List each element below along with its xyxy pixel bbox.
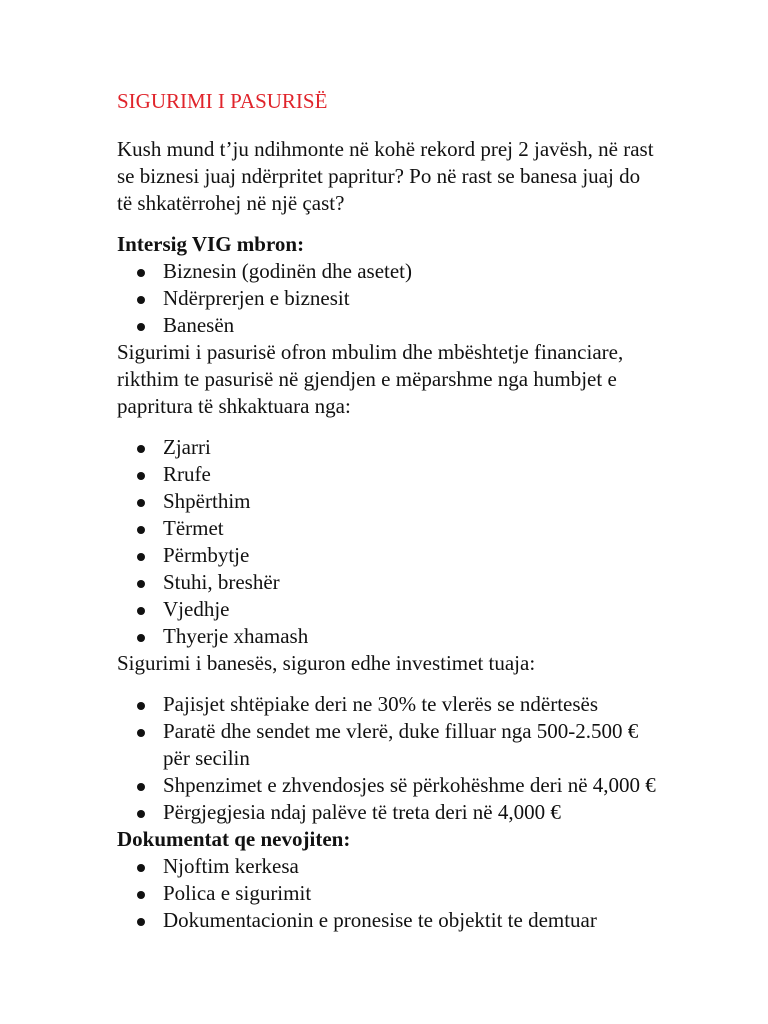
bullet-icon [137, 323, 145, 331]
bullet-icon [137, 553, 145, 561]
docs-heading: Dokumentat qe nevojiten: [117, 827, 351, 851]
bullet-icon [137, 891, 145, 899]
bullet-icon [137, 918, 145, 926]
bullet-icon [137, 269, 145, 277]
list-item: Pajisjet shtëpiake deri ne 30% te vlerës se ndërtesës [117, 691, 657, 718]
list-item: Ndërprerjen e biznesit [117, 285, 657, 312]
protects-heading: Intersig VIG mbron: [117, 232, 305, 256]
docs-list [117, 853, 657, 934]
bullet-icon [137, 634, 145, 642]
intro-paragraph: Kush mund t’ju ndihmonte në kohë rekord prej 2 javësh, në rast se biznesi juaj ndërpritet papritur? Po në rast se banesa juaj do të shkatërrohej në një çast? [117, 137, 654, 215]
bullet-icon [137, 810, 145, 818]
bullet-icon [137, 783, 145, 791]
list-item: Biznesin (godinën dhe asetet) [117, 258, 657, 285]
protects-list [117, 258, 657, 339]
bullet-icon [137, 499, 145, 507]
bullet-icon [137, 472, 145, 480]
bullet-icon [137, 580, 145, 588]
document-content [117, 88, 657, 934]
causes-list [117, 434, 657, 650]
list-item: Njoftim kerkesa [117, 853, 657, 880]
bullet-icon [137, 296, 145, 304]
list-item: Thyerje xhamash [117, 623, 657, 650]
bullet-icon [137, 702, 145, 710]
list-item: Shpenzimet e zhvendosjes së përkohëshme deri në 4,000 € [117, 772, 657, 799]
list-item: Banesën [117, 312, 657, 339]
bullet-icon [137, 729, 145, 737]
list-item: Stuhi, breshër [117, 569, 657, 596]
bullet-icon [137, 864, 145, 872]
list-item: Përgjegjesia ndaj palëve të treta deri në 4,000 € [117, 799, 657, 826]
list-item: Polica e sigurimit [117, 880, 657, 907]
bullet-icon [137, 607, 145, 615]
bullet-icon [137, 526, 145, 534]
document-title: SIGURIMI I PASURISË [117, 89, 328, 113]
bullet-icon [137, 445, 145, 453]
list-item: Shpërthim [117, 488, 657, 515]
list-item: Paratë dhe sendet me vlerë, duke filluar nga 500-2.500 € për secilin [117, 718, 657, 772]
list-item: Rrufe [117, 461, 657, 488]
coverage-paragraph: Sigurimi i pasurisë ofron mbulim dhe mbështetje financiare, rikthim te pasurisë në gjendjen e mëparshme nga humbjet e papritura të shkaktuara nga: [117, 340, 624, 418]
list-item: Dokumentacionin e pronesise te objektit te demtuar [117, 907, 657, 934]
home-insurance-paragraph: Sigurimi i banesës, siguron edhe investimet tuaja: [117, 651, 536, 675]
home-list [117, 691, 657, 826]
list-item: Tërmet [117, 515, 657, 542]
list-item: Zjarri [117, 434, 657, 461]
list-item: Vjedhje [117, 596, 657, 623]
list-item: Përmbytje [117, 542, 657, 569]
